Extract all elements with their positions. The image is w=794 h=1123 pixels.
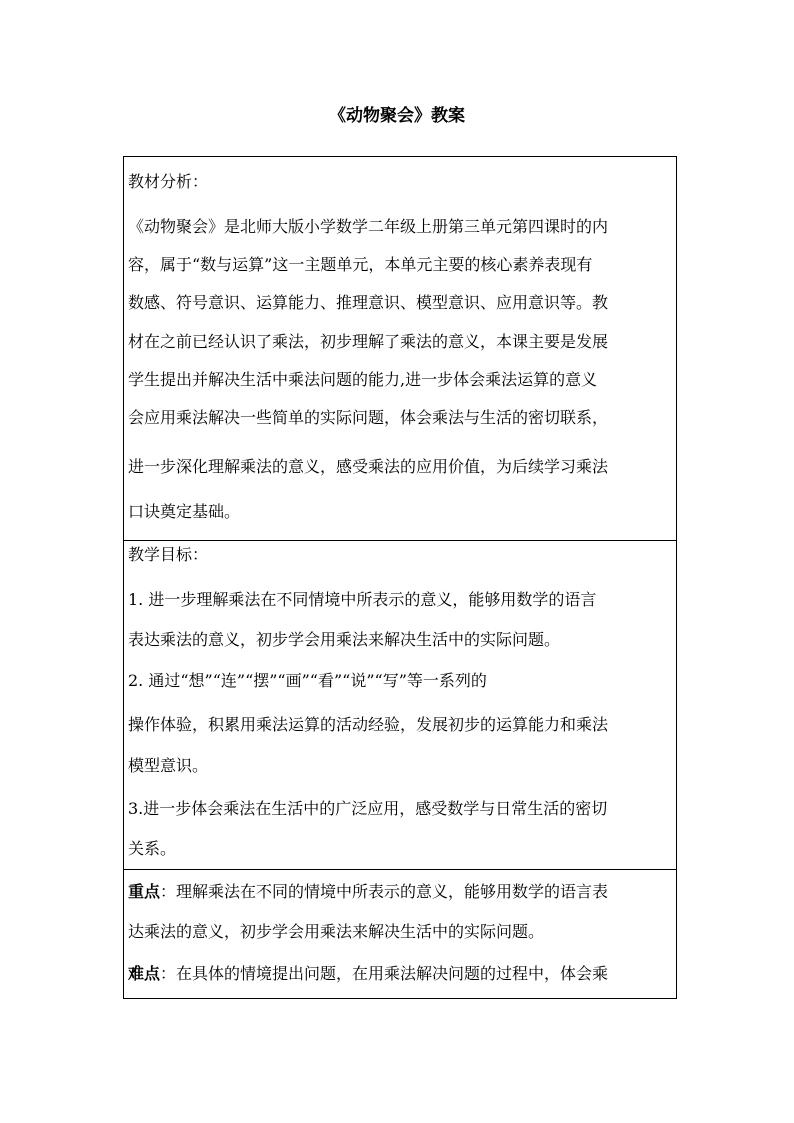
difficulty-point xyxy=(128,963,608,985)
goal-line: 模型意识。 xyxy=(128,756,209,775)
analysis-line: 《动物聚会》是北师大版小学数学二年级上册第三单元第四课时的内 xyxy=(128,217,609,236)
goal-line: 2. 通过“想”“连”“摆”“画”“看”“说”“写”等一系列的 xyxy=(128,671,487,690)
goals-cell xyxy=(123,540,677,870)
analysis-line: 数感、符号意识、运算能力、推理意识、模型意识、应用意识等。教 xyxy=(128,293,609,312)
goal-line: 3.进一步体会乘法在生活中的广泛应用，感受数学与日常生活的密切 xyxy=(128,799,608,818)
key-label: 重点 xyxy=(128,882,161,901)
goals-heading: 教学目标： xyxy=(128,545,209,564)
goal-line: 操作体验，积累用乘法运算的活动经验，发展初步的运算能力和乘法 xyxy=(128,715,609,734)
key-point-line: 达乘法的意义，初步学会用乘法来解决生活中的实际问题。 xyxy=(128,922,545,941)
analysis-line: 会应用乘法解决一些简单的实际问题，体会乘法与生活的密切联系， xyxy=(128,408,609,427)
analysis-line: 进一步深化理解乘法的意义，感受乘法的应用价值，为后续学习乘法 xyxy=(128,457,609,476)
analysis-line: 学生提出并解决生活中乘法问题的能力,进一步体会乘法运算的意义 xyxy=(128,370,598,389)
analysis-heading: 教材分析： xyxy=(128,172,209,191)
analysis-line: 材在之前已经认识了乘法，初步理解了乘法的意义，本课主要是发展 xyxy=(128,332,609,351)
goal-line: 关系。 xyxy=(128,839,177,858)
analysis-cell xyxy=(123,156,677,541)
key-difficulty-cell xyxy=(123,869,677,999)
analysis-line: 容，属于“数与运算”这一主题单元，本单元主要的核心素养表现有 xyxy=(128,255,593,274)
key-text: ：理解乘法在不同的情境中所表示的意义，能够用数学的语言表 xyxy=(160,882,609,901)
goal-line: 1. 进一步理解乘法在不同情境中所表示的意义，能够用数学的语言 xyxy=(128,590,597,609)
difficulty-text: ：在具体的情境提出问题，在用乘法解决问题的过程中，体会乘 xyxy=(160,964,609,983)
goal-line: 表达乘法的意义，初步学会用乘法来解决生活中的实际问题。 xyxy=(128,630,561,649)
document-title: 《动物聚会》教案 xyxy=(329,106,465,126)
key-point xyxy=(128,881,608,903)
difficulty-label: 难点 xyxy=(128,964,161,983)
analysis-line: 口诀奠定基础。 xyxy=(128,502,241,521)
